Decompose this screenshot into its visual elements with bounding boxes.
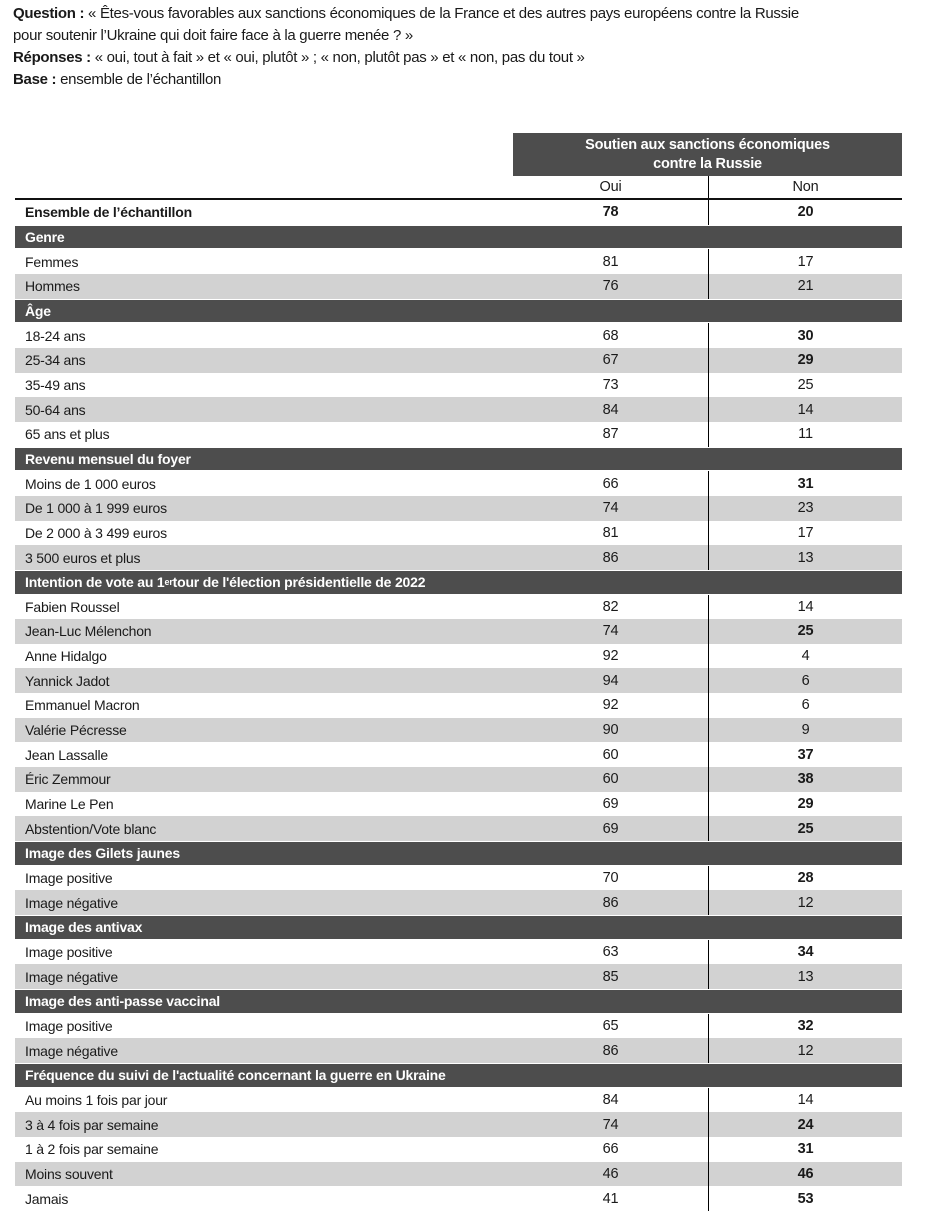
table-rows <box>15 198 902 1211</box>
non-value: 25 <box>708 373 902 398</box>
question-line-1 <box>13 3 918 25</box>
row-label: Yannick Jadot <box>25 672 110 689</box>
non-value: 12 <box>708 890 902 915</box>
table-row <box>15 1186 902 1211</box>
row-label: 1 à 2 fois par semaine <box>25 1141 159 1158</box>
oui-value: 86 <box>602 894 619 911</box>
non-value: 38 <box>708 767 902 792</box>
table-row <box>15 595 902 620</box>
row-label: Anne Hidalgo <box>25 648 107 665</box>
non-value: 37 <box>708 742 902 767</box>
table-row <box>15 545 902 570</box>
table-row <box>15 348 902 373</box>
table-row <box>15 792 902 817</box>
oui-value: 86 <box>602 549 619 566</box>
oui-value: 69 <box>602 820 619 837</box>
table-row <box>15 397 902 422</box>
row-label: Image négative <box>25 1042 118 1059</box>
column-header-empty <box>15 176 513 198</box>
row-label: Moins souvent <box>25 1165 113 1182</box>
column-header-non: Non <box>708 176 902 198</box>
column-headers <box>15 176 902 198</box>
oui-value: 85 <box>602 968 619 985</box>
oui-value: 67 <box>602 352 619 369</box>
row-label: Femmes <box>25 253 79 270</box>
survey-table <box>15 133 902 1211</box>
oui-value: 94 <box>602 672 619 689</box>
table-row <box>15 767 902 792</box>
table-row <box>15 644 902 669</box>
row-label: Emmanuel Macron <box>25 697 140 714</box>
non-value: 17 <box>708 521 902 546</box>
non-value: 12 <box>708 1038 902 1063</box>
oui-value: 46 <box>602 1165 619 1182</box>
non-value: 31 <box>708 471 902 496</box>
oui-value: 92 <box>602 648 619 665</box>
responses-text: « oui, tout à fait » et « oui, plutôt » ; « non, plutôt pas » et « non, pas du tout » <box>94 49 585 66</box>
oui-value: 41 <box>602 1190 619 1207</box>
non-value: 23 <box>708 496 902 521</box>
oui-value: 81 <box>602 253 619 270</box>
non-value: 28 <box>708 866 902 891</box>
non-value: 20 <box>708 200 902 225</box>
non-value: 14 <box>708 1088 902 1113</box>
question-label: Question : <box>13 5 85 22</box>
table-row <box>15 619 902 644</box>
non-value: 9 <box>708 718 902 743</box>
non-value: 14 <box>708 595 902 620</box>
non-value: 30 <box>708 323 902 348</box>
table-row <box>15 1088 902 1113</box>
oui-value: 81 <box>602 524 619 541</box>
row-label: De 2 000 à 3 499 euros <box>25 524 167 541</box>
base-line <box>13 69 918 91</box>
row-label: Image négative <box>25 968 118 985</box>
oui-value: 60 <box>602 771 619 788</box>
table-row <box>15 1014 902 1039</box>
section-header-row: Âge <box>15 299 902 324</box>
table-row <box>15 1162 902 1187</box>
table-row <box>15 742 902 767</box>
table-row <box>15 249 902 274</box>
table-row <box>15 940 902 965</box>
table-row <box>15 693 902 718</box>
table-title <box>513 133 902 176</box>
oui-value: 84 <box>602 401 619 418</box>
non-value: 6 <box>708 693 902 718</box>
table-row <box>15 866 902 891</box>
responses-label: Réponses : <box>13 49 91 66</box>
oui-value: 60 <box>602 746 619 763</box>
table-row <box>15 471 902 496</box>
responses-line <box>13 47 918 69</box>
row-label: Image positive <box>25 944 113 961</box>
row-label: Image positive <box>25 870 113 887</box>
non-value: 13 <box>708 964 902 989</box>
non-value: 29 <box>708 348 902 373</box>
table-row <box>15 1112 902 1137</box>
row-label: De 1 000 à 1 999 euros <box>25 500 167 517</box>
section-header-row: Genre <box>15 225 902 250</box>
table-row <box>15 718 902 743</box>
section-header-row: Image des Gilets jaunes <box>15 841 902 866</box>
oui-value: 74 <box>602 623 619 640</box>
non-value: 25 <box>708 619 902 644</box>
non-value: 14 <box>708 397 902 422</box>
non-value: 4 <box>708 644 902 669</box>
row-label: 50-64 ans <box>25 401 86 418</box>
row-label: 3 500 euros et plus <box>25 549 141 566</box>
section-header-row: Intention de vote au 1 er tour de l'élection présidentielle de 2022 <box>15 570 902 595</box>
table-row <box>15 323 902 348</box>
table-row <box>15 1038 902 1063</box>
oui-value: 82 <box>602 598 619 615</box>
oui-value: 84 <box>602 1091 619 1108</box>
non-value: 32 <box>708 1014 902 1039</box>
non-value: 25 <box>708 816 902 841</box>
row-label: Abstention/Vote blanc <box>25 820 157 837</box>
non-value: 34 <box>708 940 902 965</box>
table-title-line-1: Soutien aux sanctions économiques <box>585 137 830 153</box>
oui-value: 76 <box>602 278 619 295</box>
question-text-1: « Êtes-vous favorables aux sanctions économiques de la France et des autres pays européens contre la Russie <box>88 5 799 22</box>
oui-value: 86 <box>602 1042 619 1059</box>
total-row <box>15 200 902 225</box>
section-header-row: Fréquence du suivi de l'actualité concernant la guerre en Ukraine <box>15 1063 902 1088</box>
oui-value: 68 <box>602 327 619 344</box>
table-title-line-2: contre la Russie <box>653 155 762 172</box>
row-label: 35-49 ans <box>25 376 86 393</box>
oui-value: 66 <box>602 475 619 492</box>
row-label: Au moins 1 fois par jour <box>25 1091 168 1108</box>
oui-value: 70 <box>602 870 619 887</box>
row-label: 3 à 4 fois par semaine <box>25 1116 159 1133</box>
oui-value: 74 <box>602 1116 619 1133</box>
non-value: 21 <box>708 274 902 299</box>
non-value: 46 <box>708 1162 902 1187</box>
section-header-row: Image des antivax <box>15 915 902 940</box>
non-value: 53 <box>708 1186 902 1211</box>
oui-value: 63 <box>602 944 619 961</box>
row-label: Éric Zemmour <box>25 771 111 788</box>
oui-value: 65 <box>602 1017 619 1034</box>
table-row <box>15 496 902 521</box>
table-row <box>15 274 902 299</box>
non-value: 11 <box>708 422 902 447</box>
non-value: 29 <box>708 792 902 817</box>
question-text-2: pour soutenir l’Ukraine qui doit faire face à la guerre menée ? » <box>13 27 413 44</box>
row-label: 65 ans et plus <box>25 426 110 443</box>
row-label: Fabien Roussel <box>25 598 120 615</box>
section-header-row: Revenu mensuel du foyer <box>15 447 902 472</box>
table-row <box>15 521 902 546</box>
oui-value: 92 <box>602 697 619 714</box>
question-line-2 <box>13 25 918 47</box>
base-text: ensemble de l’échantillon <box>60 71 222 88</box>
table-row <box>15 373 902 398</box>
row-label: Jamais <box>25 1190 69 1207</box>
non-value: 17 <box>708 249 902 274</box>
section-header-row: Image des anti-passe vaccinal <box>15 989 902 1014</box>
row-label: Hommes <box>25 278 80 295</box>
oui-value: 87 <box>602 426 619 443</box>
row-label: Image négative <box>25 894 118 911</box>
table-row <box>15 890 902 915</box>
table-row <box>15 668 902 693</box>
oui-value: 66 <box>602 1141 619 1158</box>
oui-value: 73 <box>602 376 619 393</box>
oui-value: 74 <box>602 500 619 517</box>
row-label: 18-24 ans <box>25 327 86 344</box>
oui-value: 90 <box>602 722 619 739</box>
row-label: Jean Lassalle <box>25 746 109 763</box>
non-value: 31 <box>708 1137 902 1162</box>
table-row <box>15 816 902 841</box>
oui-value: 78 <box>602 204 619 221</box>
table-row <box>15 964 902 989</box>
table-row <box>15 1137 902 1162</box>
non-value: 13 <box>708 545 902 570</box>
oui-value: 69 <box>602 796 619 813</box>
row-label: 25-34 ans <box>25 352 86 369</box>
row-label: Ensemble de l’échantillon <box>25 204 192 221</box>
row-label: Jean-Luc Mélenchon <box>25 623 152 640</box>
row-label: Valérie Pécresse <box>25 722 127 739</box>
column-header-oui: Oui <box>599 179 622 195</box>
row-label: Image positive <box>25 1017 113 1034</box>
non-value: 24 <box>708 1112 902 1137</box>
row-label: Marine Le Pen <box>25 796 114 813</box>
base-label: Base : <box>13 71 57 88</box>
non-value: 6 <box>708 668 902 693</box>
row-label: Moins de 1 000 euros <box>25 475 156 492</box>
intro-block <box>13 3 918 91</box>
table-row <box>15 422 902 447</box>
